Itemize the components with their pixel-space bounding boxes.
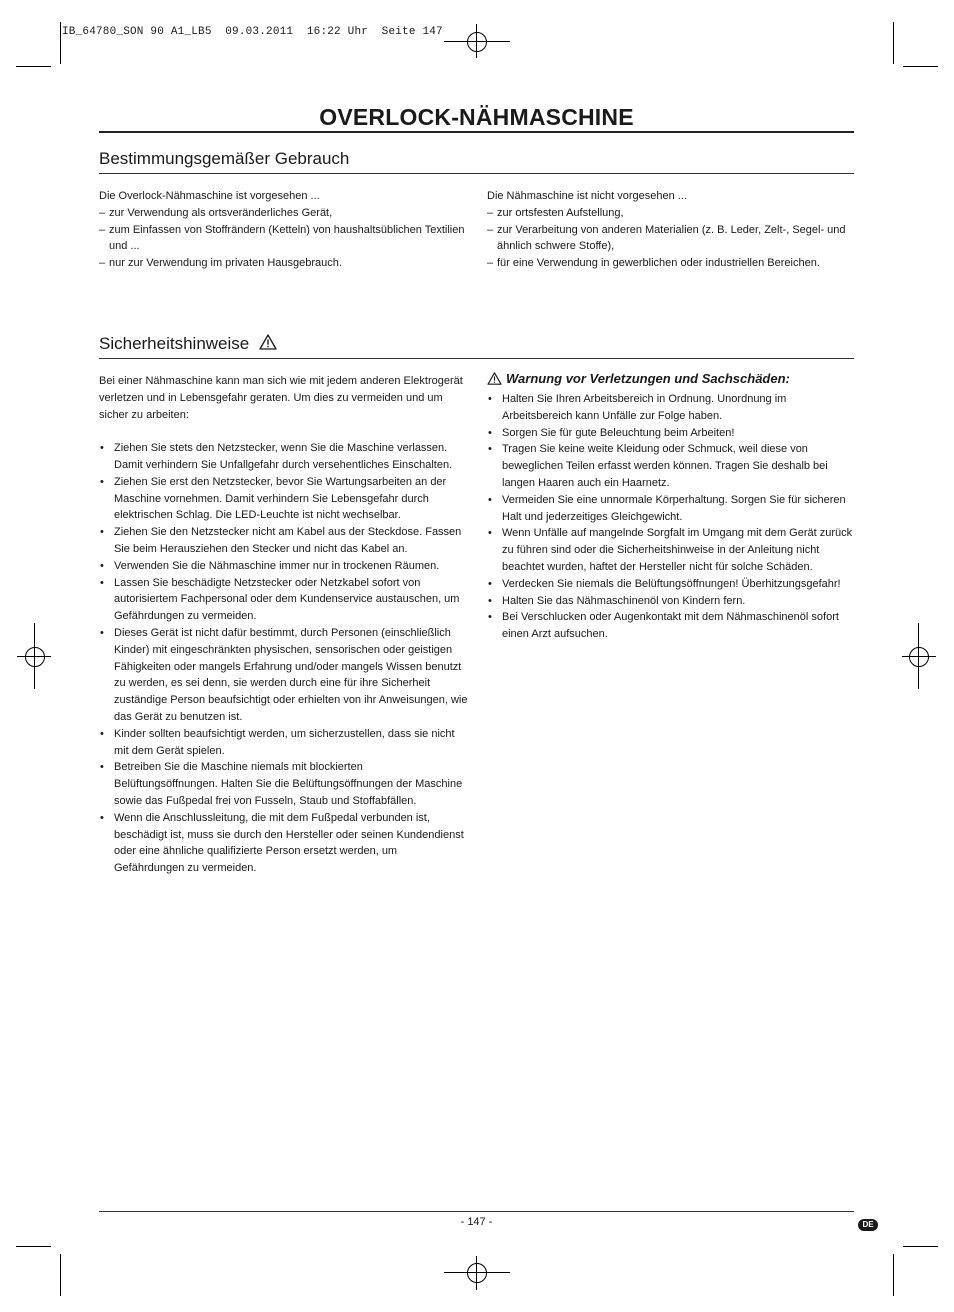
footer-rule (99, 1211, 854, 1212)
safety-intro: Bei einer Nähmaschine kann man sich wie mit jedem anderen Elektrogerät verletzen und in Lebensgefahr geraten. Um dies zu vermeiden und um sicher zu arbeiten: (99, 375, 463, 421)
list-item: • Ziehen Sie stets den Netzstecker, wenn Sie die Maschine verlassen. Damit verhindern Sie Unfallgefahr durch versehentliches Einschalten. (99, 440, 469, 474)
title-rule (99, 131, 854, 133)
not-intended-use-intro: Die Nähmaschine ist nicht vorgesehen ... (487, 190, 687, 202)
intended-use-list (99, 205, 469, 272)
list-item: – zur Verarbeitung von anderen Materialien (z. B. Leder, Zelt-, Segel- und ähnlich schwere Stoffe), (487, 222, 854, 256)
section-heading-intended-use: Bestimmungsgemäßer Gebrauch (99, 149, 350, 168)
list-item: • Wenn Unfälle auf mangelnde Sorgfalt im Umgang mit dem Gerät zurück zu führen sind oder die Sicherheitshinweise in der Anleitung nicht beachtet wurden, haftet der Hersteller nicht für solche Schäden. (487, 525, 854, 575)
list-item: – zur Verwendung als ortsveränderliches Gerät, (99, 205, 469, 222)
list-item: – zum Einfassen von Stoffrändern (Ketteln) von haushaltsüblichen Textilien und ... (99, 222, 469, 256)
list-item: • Verdecken Sie niemals die Belüftungsöffnungen! Überhitzungsgefahr! (487, 576, 854, 593)
list-item: • Vermeiden Sie eine unnormale Körperhaltung. Sorgen Sie für sicheren Halt und jederzeitiges Gleichgewicht. (487, 492, 854, 526)
language-badge: DE (858, 1219, 878, 1231)
list-item: • Dieses Gerät ist nicht dafür bestimmt, durch Personen (einschließlich Kinder) mit eingeschränkten physischen, sensorischen oder geistigen Fähigkeiten oder mangels Erfahrung und/oder mangels Wissen benutzt zu werden, es sei denn, sie werden durch eine für ihre Sicherheit zuständige Person beaufsichtigt oder erhielten von ihr Anweisungen, wie das Gerät zu benutzen ist. (99, 625, 469, 726)
list-item: • Ziehen Sie erst den Netzstecker, bevor Sie Wartungsarbeiten an der Maschine vornehmen. Damit verhindern Sie Lebensgefahr durch elektrischen Schlag. Die LED-Leuchte ist nicht wechselbar. (99, 474, 469, 524)
section-heading-safety-text: Sicherheitshinweise (99, 334, 250, 353)
list-item: – zur ortsfesten Aufstellung, (487, 205, 854, 222)
section-heading-safety (99, 334, 277, 355)
page-number: - 147 - (460, 1216, 493, 1228)
list-item: • Betreiben Sie die Maschine niemals mit blockierten Belüftungsöffnungen. Halten Sie die Belüftungsöffnungen der Maschine sowie das Fußpedal frei von Fusseln, Staub und Stoffabfällen. (99, 759, 469, 809)
safety-left-column (99, 373, 469, 877)
warning-triangle-icon (487, 372, 502, 390)
list-item: • Kinder sollten beaufsichtigt werden, um sicherzustellen, dass sie nicht mit dem Gerät spielen. (99, 726, 469, 760)
list-item: • Lassen Sie beschädigte Netzstecker oder Netzkabel sofort von autorisiertem Fachpersonal oder dem Kundenservice austauschen, um Gefährdungen zu vermeiden. (99, 575, 469, 625)
list-item: • Wenn die Anschlussleitung, die mit dem Fußpedal verbunden ist, beschädigt ist, muss sie durch den Hersteller oder seinen Kundendienst oder eine ähnliche qualifizierte Person ersetzt werden, um Gefährdungen zu vermeiden. (99, 810, 469, 877)
intended-use-intro: Die Overlock-Nähmaschine ist vorgesehen ... (99, 190, 320, 202)
list-item: • Halten Sie Ihren Arbeitsbereich in Ordnung. Unordnung im Arbeitsbereich kann Unfälle zur Folge haben. (487, 391, 854, 425)
print-slug: IB_64780_SON 90 A1_LB5 09.03.2011 16:22 Uhr Seite 147 (62, 26, 443, 38)
list-item: – nur zur Verwendung im privaten Hausgebrauch. (99, 255, 469, 272)
warning-triangle-icon (259, 334, 277, 355)
warning-heading (487, 370, 854, 390)
list-item: – für eine Verwendung in gewerblichen oder industriellen Bereichen. (487, 255, 854, 272)
list-item: • Ziehen Sie den Netzstecker nicht am Kabel aus der Steckdose. Fassen Sie beim Herausziehen den Stecker und nicht das Kabel an. (99, 524, 469, 558)
intended-use-column (99, 188, 469, 272)
not-intended-use-list (487, 205, 854, 272)
list-item: • Sorgen Sie für gute Beleuchtung beim Arbeiten! (487, 425, 854, 442)
list-item: • Bei Verschlucken oder Augenkontakt mit dem Nähmaschinenöl sofort einen Arzt aufsuchen. (487, 609, 854, 643)
list-item: • Tragen Sie keine weite Kleidung oder Schmuck, weil diese von beweglichen Teilen erfasst werden können. Tragen Sie deshalb bei langen Haaren auch ein Haarnetz. (487, 441, 854, 491)
not-intended-use-column (487, 188, 854, 272)
warning-list (487, 391, 854, 643)
safety-right-column (487, 370, 854, 643)
warning-heading-text: Warnung vor Verletzungen und Sachschäden: (506, 371, 790, 386)
section-rule-intended-use (99, 173, 854, 174)
list-item: • Verwenden Sie die Nähmaschine immer nur in trockenen Räumen. (99, 558, 469, 575)
safety-list (99, 440, 469, 877)
page-title: OVERLOCK-NÄHMASCHINE (319, 104, 634, 130)
list-item: • Halten Sie das Nähmaschinenöl von Kindern fern. (487, 593, 854, 610)
section-rule-safety (99, 358, 854, 359)
